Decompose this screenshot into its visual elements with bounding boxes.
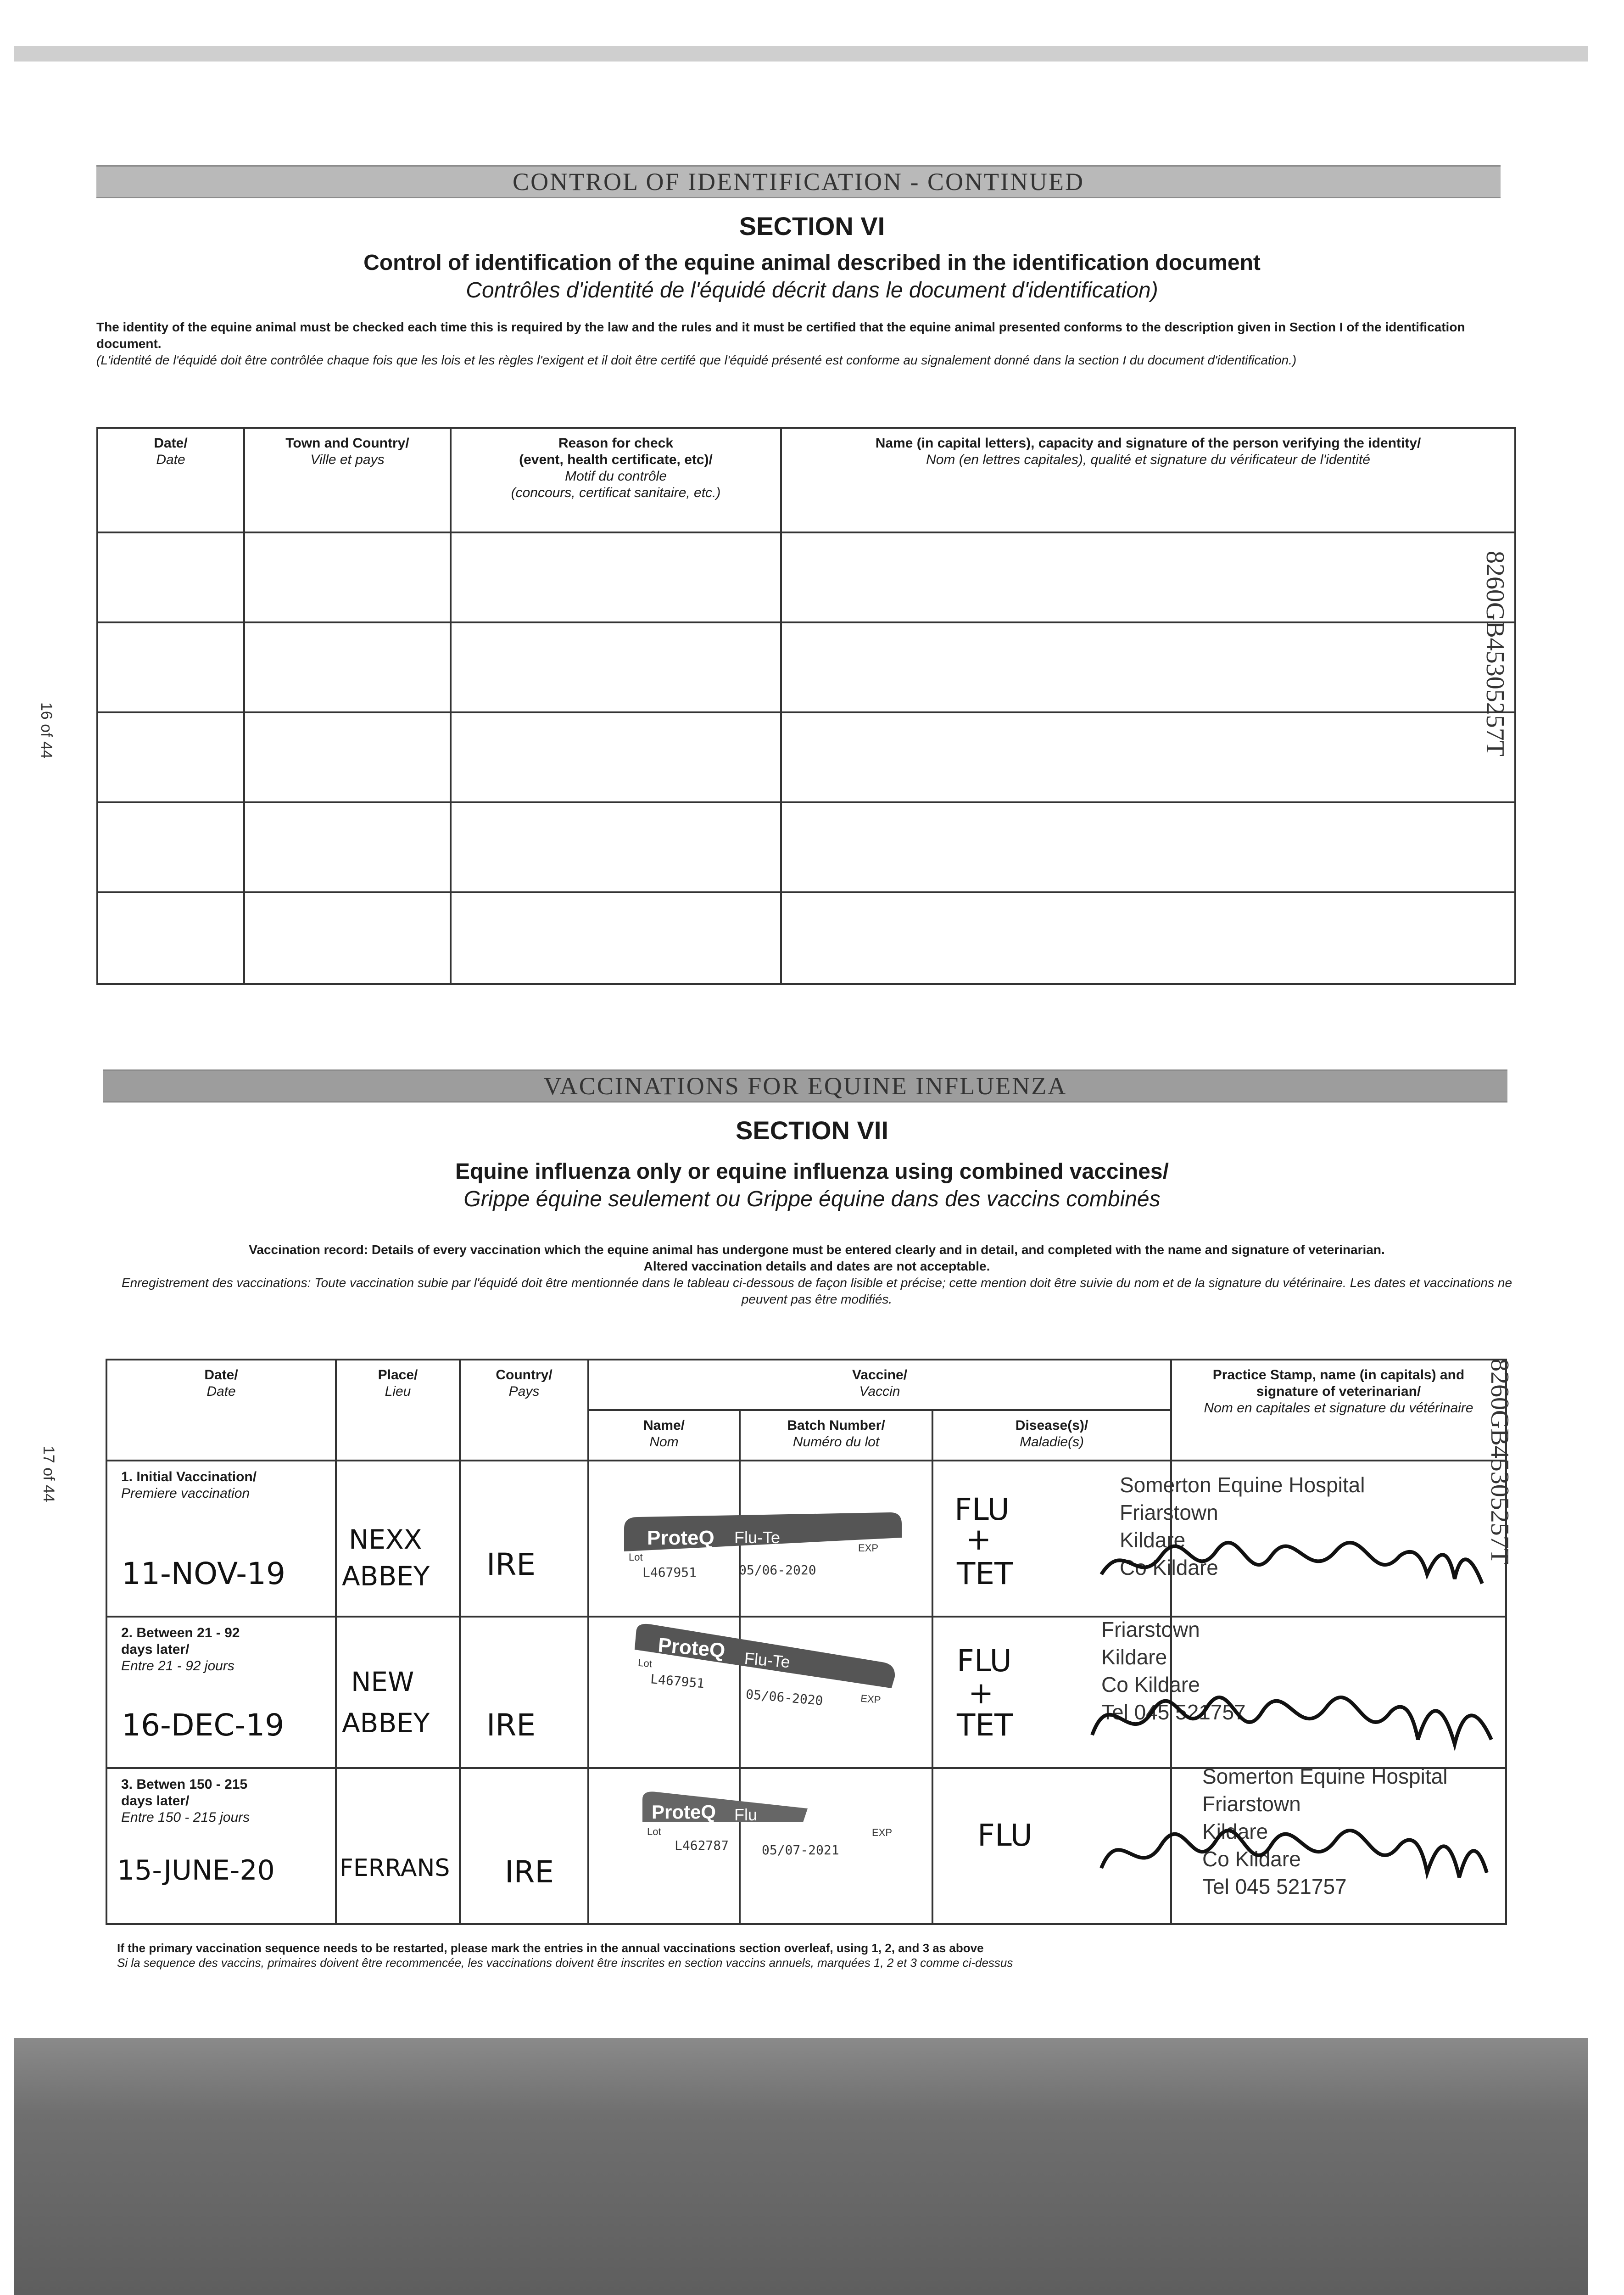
sticker-1-exp: 05/06-2020 [739,1562,816,1578]
stamp-3-line-1: Somerton Equine Hospital [1202,1764,1448,1788]
row3-label-fr: Entre 150 - 215 jours [121,1810,250,1825]
section6-note-en: The identity of the equine animal must be checked each time this is required by the law and the rules and it must be certified that the equine animal presented conforms to the description given in Section I of the identification document. [96,320,1465,351]
sticker-3-lot-label: Lot [647,1826,661,1837]
stamp-3-line-2: Friarstown [1202,1792,1301,1816]
col-date: Date/ [154,436,188,451]
vet-signature-3 [1097,1813,1491,1886]
table-row[interactable] [97,712,1515,802]
stamp-2-line-3: Co Kildare [1101,1673,1200,1696]
section7-note [115,1242,1519,1308]
table-row[interactable] [97,802,1515,892]
table-row[interactable] [97,532,1515,622]
stamp-2-line-4: Tel 045 521757 [1101,1700,1246,1724]
section6-title: SECTION VI [739,212,885,241]
row3-label: 3. Betwen 150 - 215 [121,1777,248,1792]
sticker-1-product: Flu-Te [734,1528,781,1547]
vaccine-sticker-1 [615,1510,909,1584]
col-batch: Batch Number/ [787,1418,885,1433]
col-place: Place/ [378,1367,418,1383]
stamp-3-line-4: Co Kildare [1202,1847,1301,1871]
row2-place-1: NEW [351,1666,414,1697]
row1-label: 1. Initial Vaccination/ [121,1469,257,1484]
sticker-3-brand: ProteQ [652,1801,716,1823]
sticker-2-lot: L467951 [650,1671,705,1691]
stamp-1-line-2: Friarstown [1120,1500,1218,1524]
col-date-fr: Date [156,452,185,467]
section7-subtitle-fr: Grippe équine seulement ou Grippe équine dans des vaccins combinés [463,1187,1161,1211]
row3-label-2: days later/ [121,1793,190,1808]
col-verifier: Name (in capital letters), capacity and signature of the person verifying the identity/ [875,436,1421,451]
section6-band [96,165,1501,198]
col-date: Date/ [204,1367,238,1383]
row1-country: IRE [486,1547,536,1582]
row1-disease-1: FLU [954,1492,1010,1527]
footnote-fr: Si la sequence des vaccins, primaires doivent être recommencée, les vaccinations doivent être inscrites en section vaccins annuels, marquées 1, 2 et 3 comme ci-dessus [117,1956,1013,1970]
section7-band-text: VACCINATIONS FOR EQUINE INFLUENZA [543,1072,1067,1100]
sticker-3-exp: 05/07-2021 [762,1842,839,1858]
row1-date: 11-NOV-19 [122,1556,286,1591]
row2-label-2: days later/ [121,1642,190,1657]
page-number-bottom: 17 of 44 [40,1446,57,1502]
scan-artifact [14,46,1588,62]
section6-note [96,319,1487,369]
sticker-2-lot-label: Lot [637,1657,653,1670]
col-stamp-fr: Nom en capitales et signature du vétérinaire [1204,1400,1473,1416]
sticker-2-exp-label: EXP [860,1692,882,1706]
identity-check-table [96,427,1516,985]
col-town: Town and Country/ [285,436,409,451]
col-disease-fr: Maladie(s) [1019,1434,1084,1450]
table-row[interactable] [97,892,1515,984]
footnote [117,1941,1013,1970]
col-reason-fr2: (concours, certificat sanitaire, etc.) [511,485,721,500]
row2-label: 2. Between 21 - 92 [121,1625,240,1640]
sticker-1-lot-label: Lot [629,1551,643,1563]
sticker-3-graphic [633,1790,927,1864]
stamp-2-line-2: Kildare [1101,1645,1167,1669]
row2-disease-1: FLU [957,1643,1012,1679]
row3-country: IRE [505,1854,554,1890]
section7-note-en2: Altered vaccination details and dates are not acceptable. [643,1259,990,1273]
col-vaccine-fr: Vaccin [859,1384,900,1399]
stamp-1-line-4: Co Kildare [1120,1556,1218,1579]
table-row[interactable] [97,622,1515,712]
vaccination-header-1 [106,1360,1506,1410]
row1-disease-3: TET [957,1556,1013,1591]
col-place-fr: Lieu [385,1384,411,1399]
col-verifier-fr: Nom (en lettres capitales), qualité et signature du vérificateur de l'identité [926,452,1370,467]
section7-title: SECTION VII [736,1116,888,1145]
section6-note-fr: (L'identité de l'équidé doit être contrôlée chaque fois que les lois et les règles l'exigent et il doit être certifé que l'équidé présenté est conforme au signalement donné dans la section I du document d'identification.) [96,353,1297,367]
row2-country: IRE [486,1707,536,1743]
sticker-3-exp-label: EXP [872,1827,893,1838]
col-vaccine: Vaccine/ [852,1367,908,1383]
row1-place-1: NEXX [349,1524,422,1555]
stamp-3-line-3: Kildare [1202,1819,1268,1843]
section7-note-en: Vaccination record: Details of every vaccination which the equine animal has undergone must be entered clearly and in detail, and completed with the name and signature of veterinarian. [249,1243,1385,1257]
row2-disease-3: TET [957,1707,1013,1743]
row2-disease-2: + [968,1675,994,1711]
row1-label-fr: Premiere vaccination [121,1486,250,1501]
section6-band-text: CONTROL OF IDENTIFICATION - CONTINUED [513,168,1084,196]
vet-signature-1 [1097,1524,1491,1593]
section7-band [103,1069,1507,1103]
col-town-fr: Ville et pays [310,452,385,467]
stamp-3-line-5: Tel 045 521757 [1202,1875,1347,1898]
sticker-1-brand: ProteQ [647,1527,714,1549]
col-date-fr: Date [206,1384,236,1399]
col-stamp: Practice Stamp, name (in capitals) and signature of veterinarian/ [1212,1367,1465,1399]
row2-place-2: ABBEY [342,1707,430,1739]
sticker-2-brand: ProteQ [657,1634,726,1662]
sticker-2-exp: 05/06-2020 [745,1686,824,1709]
sticker-1-lot: L467951 [642,1565,697,1580]
footnote-en: If the primary vaccination sequence needs to be restarted, please mark the entries in the annual vaccinations section overleaf, using 1, 2, and 3 as above [117,1941,984,1955]
col-country-fr: Pays [508,1384,540,1399]
vet-signature-2 [1088,1675,1501,1753]
sticker-1-exp-label: EXP [858,1542,879,1554]
col-name-fr: Nom [649,1434,679,1450]
page-number-top: 16 of 44 [38,702,55,759]
row1-disease-2: + [966,1522,992,1557]
sticker-3-product: Flu [734,1805,758,1824]
sticker-1-graphic [615,1510,909,1584]
sticker-3-lot: L462787 [675,1838,729,1853]
side-code-top: 8260GB45305257T [1481,551,1509,756]
section7-note-fr: Enregistrement des vaccinations: Toute vaccination subie par l'équidé doit être mentionnée dans le tableau ci-dessous de façon lisible et précise; cette mention doit être suivie du nom et de la signature du vétérinaire. Les dates et vaccinations ne peuvent pas être modifiés. [121,1276,1512,1306]
vaccine-sticker-3 [633,1790,927,1864]
row1-place-2: ABBEY [342,1561,430,1592]
col-country: Country/ [496,1367,552,1383]
sticker-2-product: Flu-Te [743,1648,791,1672]
col-reason-2: (event, health certificate, etc)/ [519,452,713,467]
section6-subtitle-en: Control of identification of the equine animal described in the identification document [363,251,1261,275]
section7-subtitle-en: Equine influenza only or equine influenza using combined vaccines/ [455,1159,1169,1184]
col-reason-fr: Motif du contrôle [565,469,667,484]
col-disease: Disease(s)/ [1015,1418,1088,1433]
section6-subtitle-fr: Contrôles d'identité de l'équidé décrit dans le document d'identification) [466,278,1158,302]
stamp-1-line-1: Somerton Equine Hospital [1120,1473,1365,1497]
stamp-1-line-3: Kildare [1120,1528,1186,1552]
row2-label-fr: Entre 21 - 92 jours [121,1658,234,1674]
col-reason: Reason for check [558,436,674,451]
row3-disease-1: FLU [977,1818,1032,1853]
row3-place-1: FERRANS [340,1854,450,1882]
stamp-2-line-1: Friarstown [1101,1618,1200,1641]
side-code-bottom: 8260GB45305257T [1485,1359,1514,1564]
row3-date: 15-JUNE-20 [117,1854,275,1886]
row2-date: 16-DEC-19 [122,1707,285,1743]
identity-table-header [97,428,1515,532]
scan-background [14,2038,1588,2295]
col-name: Name/ [643,1418,685,1433]
col-batch-fr: Numéro du lot [792,1434,880,1450]
